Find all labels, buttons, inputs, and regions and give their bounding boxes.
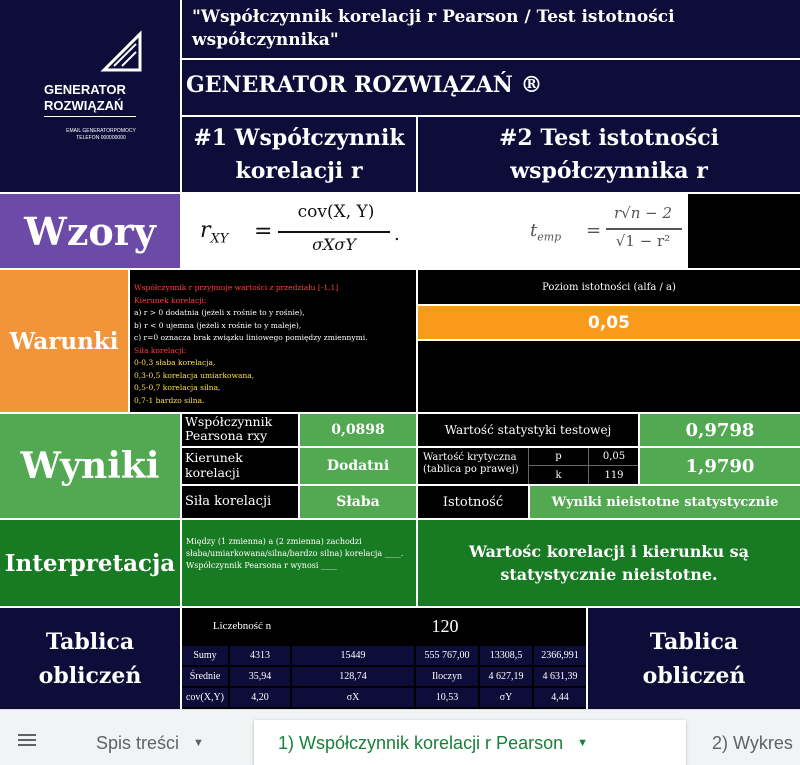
page-title bbox=[182, 0, 800, 58]
logo-panel bbox=[0, 0, 180, 192]
strength-label-text: Siła korelacji bbox=[185, 494, 272, 509]
tab-wspolczynnik-korelacji[interactable] bbox=[254, 720, 686, 765]
formula-t-numerator: r√n − 2 bbox=[613, 204, 673, 222]
logo-line1: GENERATOR bbox=[44, 82, 126, 97]
stat-label-text: Wartość statystyki testowej bbox=[444, 423, 612, 437]
section-1-title: #1 Współczynnik korelacji r bbox=[193, 124, 405, 184]
chevron-down-icon[interactable]: ▼ bbox=[577, 737, 588, 749]
pearson-value-cell[interactable] bbox=[300, 414, 416, 446]
calc-cell-text: 13308,5 bbox=[489, 650, 523, 661]
crit-value: 1,9790 bbox=[685, 455, 755, 477]
strength-value-cell[interactable] bbox=[300, 486, 416, 518]
calc-cell-text: Średnie bbox=[189, 671, 221, 682]
n-value[interactable] bbox=[304, 608, 586, 644]
pearson-value: 0,0898 bbox=[331, 422, 385, 438]
calc-cell[interactable] bbox=[534, 646, 586, 665]
sig-label bbox=[418, 486, 528, 518]
calc-cell-text: 35,94 bbox=[248, 671, 272, 682]
calc-table bbox=[182, 608, 586, 709]
interpretacja-conclusion-text: Wartośc korelacji i kierunku są statystycznie nieistotne. bbox=[468, 542, 750, 584]
calc-cell-text: 2366,991 bbox=[541, 650, 579, 661]
direction-label-text: Kierunek korelacji bbox=[185, 450, 243, 480]
page-title-text: "Współczynnik korelacji r Pearson / Test istotności współczynnika" bbox=[192, 7, 675, 50]
calc-cell[interactable] bbox=[230, 646, 290, 665]
calc-cell-text: cov(X,Y) bbox=[185, 692, 225, 703]
strength-label bbox=[182, 486, 298, 518]
calc-cell[interactable] bbox=[292, 646, 414, 665]
formula-t-sub: emp bbox=[537, 230, 562, 244]
interpretacja-label-text: Interpretacja bbox=[4, 549, 176, 577]
interpretacja-label bbox=[0, 520, 180, 606]
formula-t bbox=[418, 194, 524, 268]
section-2-title: #2 Test istotności współczynnika r bbox=[499, 124, 719, 184]
logo-small-text: EMAIL GENERATORPOMOCY TELEFON 000000000 bbox=[66, 128, 136, 141]
warunki-conditions bbox=[130, 270, 416, 412]
pearson-label bbox=[182, 414, 298, 446]
warunki-label-text: Warunki bbox=[9, 327, 119, 355]
tablica-label-right bbox=[588, 608, 800, 709]
calc-cell-text: 10,53 bbox=[435, 692, 459, 703]
calc-cell[interactable] bbox=[292, 688, 414, 707]
calc-row-label bbox=[182, 667, 228, 686]
calc-cell[interactable] bbox=[534, 688, 586, 707]
calc-row-label bbox=[182, 688, 228, 707]
calc-cell-text: 4,44 bbox=[551, 692, 569, 703]
calc-cell-text: 128,74 bbox=[339, 671, 367, 682]
alpha-label bbox=[418, 270, 800, 304]
logo-icon bbox=[100, 30, 144, 74]
calc-cell[interactable] bbox=[416, 667, 478, 686]
chevron-down-icon[interactable]: ▼ bbox=[193, 737, 204, 749]
calc-cell-text: 15449 bbox=[340, 650, 366, 661]
stat-value: 0,9798 bbox=[685, 419, 755, 441]
n-label-text: Liczebność n bbox=[212, 620, 272, 632]
tab-spis-tresci[interactable] bbox=[74, 720, 250, 765]
brand-title bbox=[182, 60, 800, 115]
tablica-label-left bbox=[0, 608, 180, 709]
calc-cell[interactable] bbox=[230, 688, 290, 707]
brand-title-text: GENERATOR ROZWIĄZAŃ ® bbox=[186, 72, 543, 98]
pearson-label-text: Współczynnik Pearsona rxy bbox=[185, 414, 273, 443]
calc-cell[interactable] bbox=[416, 688, 478, 707]
alpha-filler bbox=[418, 341, 800, 412]
section-2-header bbox=[418, 117, 800, 192]
crit-k-value: 119 bbox=[604, 469, 624, 481]
condition-line: b) r < 0 ujemna (jeżeli x rośnie to y maleje), bbox=[134, 320, 302, 330]
alpha-value: 0,05 bbox=[588, 312, 630, 333]
calc-cell-text: 4,20 bbox=[251, 692, 269, 703]
calc-cell[interactable] bbox=[292, 667, 414, 686]
wzory-label-text: Wzory bbox=[24, 208, 156, 254]
calc-cell[interactable] bbox=[416, 646, 478, 665]
wzory-label bbox=[0, 194, 180, 268]
calc-cell-text: σX bbox=[346, 692, 360, 703]
calc-cell[interactable] bbox=[480, 667, 532, 686]
tab-wykres[interactable] bbox=[690, 720, 800, 765]
condition-line: 0,5-0,7 korelacja silna, bbox=[134, 383, 221, 392]
logo-line2: ROZWIĄZAŃ bbox=[44, 98, 124, 113]
crit-value-cell[interactable] bbox=[640, 448, 800, 484]
direction-value: Dodatni bbox=[326, 458, 390, 474]
calc-cell[interactable] bbox=[534, 667, 586, 686]
crit-k-label: k bbox=[555, 469, 562, 481]
hamburger-icon[interactable] bbox=[18, 732, 38, 748]
calc-cell[interactable] bbox=[480, 646, 532, 665]
crit-label-text: Wartość krytyczna (tablica po prawej) bbox=[423, 452, 519, 475]
crit-table bbox=[528, 448, 638, 484]
formula-r-numerator: cov(X, Y) bbox=[297, 202, 375, 222]
sig-value-cell[interactable] bbox=[530, 486, 800, 518]
tab-wspolczynnik-korelacji-label: 1) Współczynnik korelacji r Pearson bbox=[278, 732, 564, 753]
interpretacja-template[interactable] bbox=[182, 520, 416, 606]
formula-t-lhs: t bbox=[530, 220, 538, 241]
formula-t-box: $t_{emp}$ = r√n − 2 √1 − r² bbox=[524, 194, 686, 268]
conditions-list bbox=[134, 282, 412, 407]
crit-p-value: 0,05 bbox=[602, 451, 626, 462]
crit-label bbox=[418, 448, 528, 484]
condition-line: 0,7-1 bardzo silna. bbox=[134, 395, 205, 405]
wyniki-label-text: Wyniki bbox=[20, 445, 160, 487]
condition-line: Kierunek korelacji: bbox=[134, 295, 207, 305]
tablica-label-right-text: Tablica obliczeń bbox=[642, 628, 746, 689]
sheet-tab-bar bbox=[0, 709, 800, 765]
direction-value-cell[interactable] bbox=[300, 448, 416, 484]
calc-cell-text: 4 631,39 bbox=[542, 671, 578, 682]
alpha-value-cell[interactable] bbox=[418, 306, 800, 339]
formula-t-filler bbox=[688, 194, 800, 268]
sig-label-text: Istotność bbox=[442, 494, 504, 510]
condition-line: a) r > 0 dodatnia (jeżeli x rośnie to y rośnie), bbox=[134, 308, 305, 317]
condition-line: Współczynnik r przyjmuje wartości z przedziału [-1,1] bbox=[134, 283, 339, 292]
interpretacja-conclusion[interactable] bbox=[418, 520, 800, 606]
calc-cell-text: 4313 bbox=[250, 650, 270, 661]
condition-line: 0,3-0,5 korelacja umiarkowana, bbox=[134, 370, 255, 380]
wyniki-label bbox=[0, 414, 180, 518]
formula-r: $r_{XY}$ = cov(X, Y) σXσY . bbox=[182, 194, 416, 268]
calc-cell-text: 555 767,00 bbox=[424, 650, 470, 661]
condition-line: c) r=0 oznacza brak związku liniowego pomiędzy zmiennymi. bbox=[134, 333, 368, 342]
formula-r-lhs: r bbox=[200, 218, 211, 243]
warunki-label bbox=[0, 270, 128, 412]
tab-spis-tresci-label: Spis treści bbox=[96, 732, 180, 753]
calc-row-label bbox=[182, 646, 228, 665]
calc-cell[interactable] bbox=[480, 688, 532, 707]
condition-line: 0-0,3 słaba korelacja, bbox=[134, 358, 216, 367]
n-value-text: 120 bbox=[431, 615, 459, 636]
stat-value-cell[interactable] bbox=[640, 414, 800, 446]
calc-cell-text: σY bbox=[499, 692, 513, 703]
sig-value: Wyniki nieistotne statystycznie bbox=[551, 494, 779, 510]
alpha-label-text: Poziom istotności (alfa / a) bbox=[542, 281, 676, 293]
calc-cell-text: 4 627,19 bbox=[488, 671, 524, 682]
strength-value: Słaba bbox=[336, 494, 380, 510]
stat-label bbox=[418, 414, 638, 446]
n-label bbox=[182, 608, 302, 644]
tablica-label-left-text: Tablica obliczeń bbox=[38, 628, 142, 689]
interpretacja-template-text: Między (1 zmienna) a (2 zmienna) zachodzi słaba/umiarkowana/silna/bardzo silna) korelacja ____. Współczynnik Pearsona r wynosi ____ bbox=[186, 537, 404, 570]
section-1-header bbox=[182, 117, 416, 192]
tab-wykres-label: 2) Wykres bbox=[712, 732, 793, 753]
direction-label bbox=[182, 448, 298, 484]
calc-cell-text: Sumy bbox=[193, 650, 217, 661]
calc-cell[interactable] bbox=[230, 667, 290, 686]
formula-t-denominator: √1 − r² bbox=[615, 232, 671, 250]
calc-cell-text: Iloczyn bbox=[432, 671, 462, 682]
formula-r-sub: XY bbox=[210, 231, 229, 247]
crit-p-label: p bbox=[555, 451, 562, 462]
formula-r-denominator: σXσY bbox=[312, 235, 356, 254]
condition-line: Siła korelacji: bbox=[134, 345, 187, 355]
